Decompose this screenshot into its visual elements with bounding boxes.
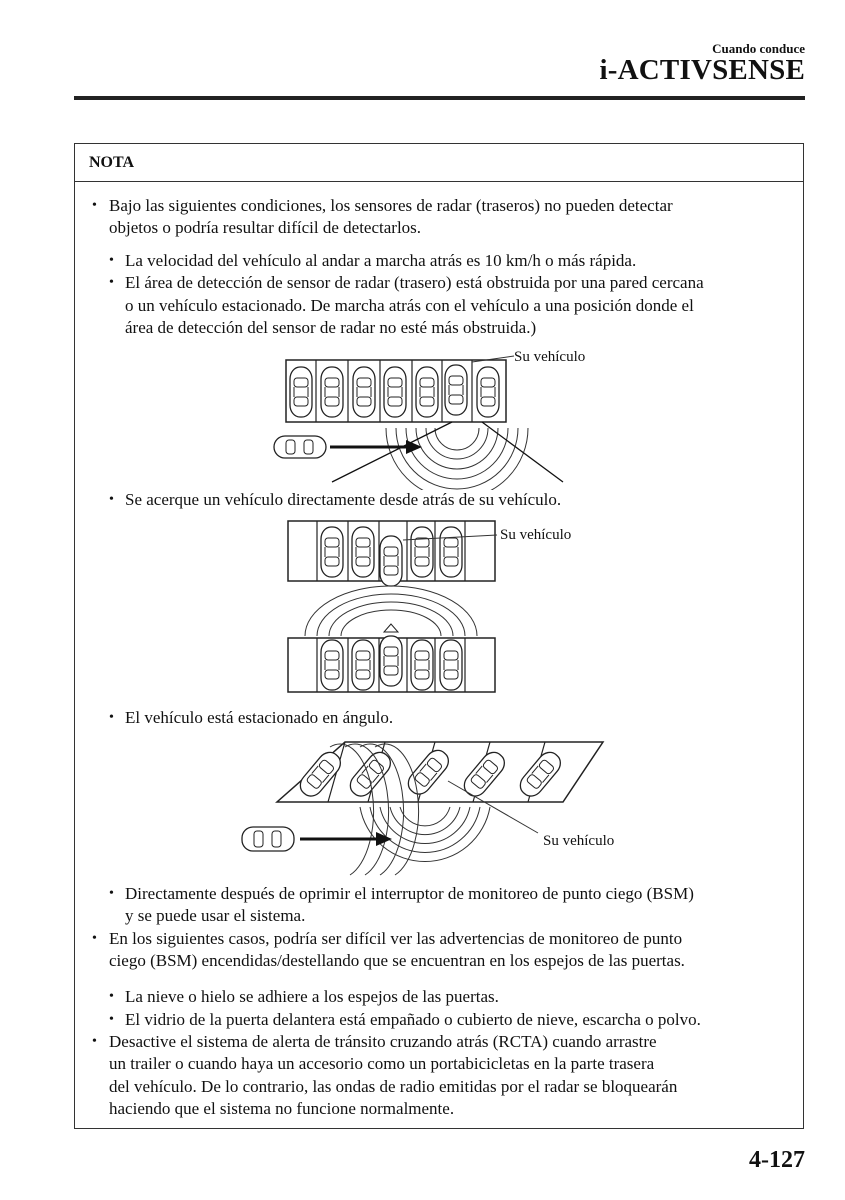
sub-7-line-1: El vidrio de la puerta delantera está empañado o cubierto de nieve, escarcha o polvo. xyxy=(125,1010,701,1029)
sub-bullet-marker: • xyxy=(109,492,114,507)
header-rule xyxy=(74,96,805,100)
own-car-icon xyxy=(380,536,402,586)
bullet-3-line-4: haciendo que el sistema no funcione normalmente. xyxy=(109,1099,455,1118)
approaching-car-icon xyxy=(274,436,326,458)
sub-5-line-1: Directamente después de oprimir el interruptor de monitoreo de punto ciego (BSM) xyxy=(125,884,694,903)
bullet-marker: • xyxy=(92,931,97,946)
sub-5-line-2: y se puede usar el sistema. xyxy=(125,906,306,925)
bullet-marker: • xyxy=(92,198,97,213)
sub-bullet-marker: • xyxy=(109,710,114,725)
section-header: Cuando conduce xyxy=(712,41,805,56)
own-car-icon xyxy=(445,365,467,415)
approaching-car-icon xyxy=(242,827,294,851)
sub-bullet-marker: • xyxy=(109,253,114,268)
sub-bullet-marker: • xyxy=(109,989,114,1004)
bullet-3-line-2: un trailer o cuando haya un accesorio como un portabicicletas en la parte trasera xyxy=(109,1054,655,1073)
sub-2-line-1: El área de detección de sensor de radar (trasero) está obstruida por una pared cercana xyxy=(125,273,704,292)
sub-bullet-marker: • xyxy=(109,886,114,901)
sub-3-line-1: Se acerque un vehículo directamente desde atrás de su vehículo. xyxy=(125,490,562,509)
figure-3-label: Su vehículo xyxy=(543,833,615,849)
sub-4-line-1: El vehículo está estacionado en ángulo. xyxy=(125,708,394,727)
note-header xyxy=(75,144,803,182)
figure-1-label: Su vehículo xyxy=(514,349,586,365)
figure-2-label: Su vehículo xyxy=(500,527,572,543)
figure-rear-approach xyxy=(285,518,515,698)
figure-angled-parking xyxy=(240,735,610,885)
sub-6-line-1: La nieve o hielo se adhiere a los espejos de las puertas. xyxy=(125,987,499,1006)
sub-1-line-1: La velocidad del vehículo al andar a marcha atrás es 10 km/h o más rápida. xyxy=(125,251,637,270)
bullet-1-line-1: Bajo las siguientes condiciones, los sensores de radar (traseros) no pueden detectar xyxy=(109,196,673,215)
bullet-1-line-2: objetos o podría resultar difícil de detectarlos. xyxy=(109,218,422,237)
bullet-2-line-1: En los siguientes casos, podría ser difícil ver las advertencias de monitoreo de punto xyxy=(109,929,683,948)
bullet-marker: • xyxy=(92,1034,97,1049)
note-title: NOTA xyxy=(89,154,135,171)
approaching-car-icon xyxy=(380,636,402,686)
page-number: 4-127 xyxy=(749,1147,805,1173)
sub-2-line-2: o un vehículo estacionado. De marcha atrás con el vehículo a una posición donde el xyxy=(125,296,694,315)
sub-bullet-marker: • xyxy=(109,275,114,290)
bullet-3-line-3: del vehículo. De lo contrario, las ondas de radio emitidas por el radar se bloquearán xyxy=(109,1077,678,1096)
chapter-title: i-ACTIVSENSE xyxy=(599,54,805,86)
bullet-2-line-2: ciego (BSM) encendidas/destellando que se encuentran en los espejos de las puertas. xyxy=(109,951,685,970)
bullet-3-line-1: Desactive el sistema de alerta de tránsito cruzando atrás (RCTA) cuando arrastre xyxy=(109,1032,657,1051)
sub-2-line-3: área de detección del sensor de radar no esté más obstruida.) xyxy=(125,318,537,337)
sub-bullet-marker: • xyxy=(109,1012,114,1027)
